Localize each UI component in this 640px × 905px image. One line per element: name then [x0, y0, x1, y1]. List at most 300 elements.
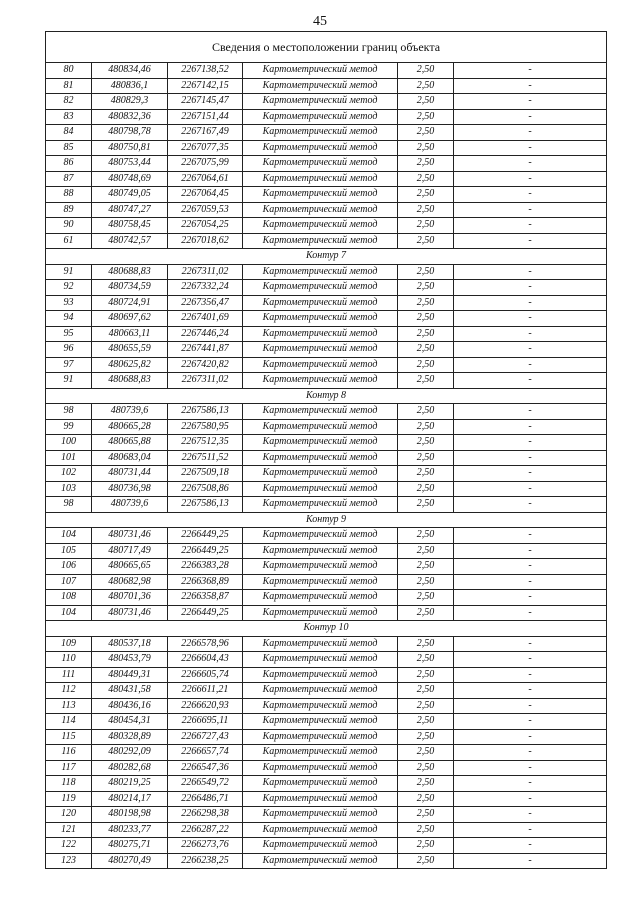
method-cell: Картометрический метод — [243, 218, 398, 234]
x-coordinate-cell: 480739,6 — [92, 404, 168, 420]
y-coordinate-cell: 2267586,13 — [168, 404, 243, 420]
x-coordinate-cell: 480292,09 — [92, 745, 168, 761]
method-cell: Картометрический метод — [243, 264, 398, 280]
description-cell: - — [454, 714, 607, 730]
x-coordinate-cell: 480198,98 — [92, 807, 168, 823]
method-cell: Картометрический метод — [243, 140, 398, 156]
method-cell: Картометрический метод — [243, 807, 398, 823]
y-coordinate-cell: 2266449,25 — [168, 528, 243, 544]
table-row — [46, 466, 607, 482]
y-coordinate-cell: 2267138,52 — [168, 63, 243, 79]
method-cell: Картометрический метод — [243, 311, 398, 327]
accuracy-cell: 2,50 — [398, 94, 454, 110]
method-cell: Картометрический метод — [243, 838, 398, 854]
method-cell: Картометрический метод — [243, 280, 398, 296]
x-coordinate-cell: 480682,98 — [92, 574, 168, 590]
boundary-table — [45, 31, 607, 869]
contour-header-row — [46, 621, 607, 637]
method-cell: Картометрический метод — [243, 559, 398, 575]
accuracy-cell: 2,50 — [398, 543, 454, 559]
description-cell: - — [454, 435, 607, 451]
description-cell: - — [454, 838, 607, 854]
y-coordinate-cell: 2267446,24 — [168, 326, 243, 342]
y-coordinate-cell: 2266611,21 — [168, 683, 243, 699]
y-coordinate-cell: 2266287,22 — [168, 822, 243, 838]
point-number-cell: 87 — [46, 171, 92, 187]
x-coordinate-cell: 480688,83 — [92, 373, 168, 389]
description-cell: - — [454, 466, 607, 482]
y-coordinate-cell: 2267401,69 — [168, 311, 243, 327]
description-cell: - — [454, 822, 607, 838]
table-row — [46, 450, 607, 466]
point-number-cell: 96 — [46, 342, 92, 358]
accuracy-cell: 2,50 — [398, 853, 454, 869]
description-cell: - — [454, 745, 607, 761]
y-coordinate-cell: 2267167,49 — [168, 125, 243, 141]
accuracy-cell: 2,50 — [398, 605, 454, 621]
table-row — [46, 481, 607, 497]
description-cell: - — [454, 202, 607, 218]
table-row — [46, 94, 607, 110]
description-cell: - — [454, 233, 607, 249]
method-cell: Картометрический метод — [243, 822, 398, 838]
table-row — [46, 605, 607, 621]
description-cell: - — [454, 729, 607, 745]
table-row — [46, 404, 607, 420]
table-row — [46, 729, 607, 745]
point-number-cell: 104 — [46, 605, 92, 621]
x-coordinate-cell: 480431,58 — [92, 683, 168, 699]
point-number-cell: 107 — [46, 574, 92, 590]
y-coordinate-cell: 2266238,25 — [168, 853, 243, 869]
method-cell: Картометрический метод — [243, 435, 398, 451]
method-cell: Картометрический метод — [243, 233, 398, 249]
accuracy-cell: 2,50 — [398, 233, 454, 249]
method-cell: Картометрический метод — [243, 326, 398, 342]
point-number-cell: 97 — [46, 357, 92, 373]
method-cell: Картометрический метод — [243, 636, 398, 652]
table-row — [46, 760, 607, 776]
page-number: 45 — [313, 14, 327, 29]
point-number-cell: 114 — [46, 714, 92, 730]
y-coordinate-cell: 2266727,43 — [168, 729, 243, 745]
method-cell: Картометрический метод — [243, 683, 398, 699]
y-coordinate-cell: 2267145,47 — [168, 94, 243, 110]
accuracy-cell: 2,50 — [398, 559, 454, 575]
x-coordinate-cell: 480753,44 — [92, 156, 168, 172]
accuracy-cell: 2,50 — [398, 698, 454, 714]
point-number-cell: 61 — [46, 233, 92, 249]
x-coordinate-cell: 480697,62 — [92, 311, 168, 327]
description-cell: - — [454, 450, 607, 466]
table-row — [46, 574, 607, 590]
description-cell: - — [454, 357, 607, 373]
point-number-cell: 119 — [46, 791, 92, 807]
description-cell: - — [454, 63, 607, 79]
table-row — [46, 838, 607, 854]
y-coordinate-cell: 2267441,87 — [168, 342, 243, 358]
contour-header-row — [46, 512, 607, 528]
accuracy-cell: 2,50 — [398, 745, 454, 761]
description-cell: - — [454, 528, 607, 544]
description-cell: - — [454, 295, 607, 311]
x-coordinate-cell: 480834,46 — [92, 63, 168, 79]
method-cell: Картометрический метод — [243, 78, 398, 94]
x-coordinate-cell: 480701,36 — [92, 590, 168, 606]
table-row — [46, 791, 607, 807]
method-cell: Картометрический метод — [243, 295, 398, 311]
point-number-cell: 111 — [46, 667, 92, 683]
table-row — [46, 218, 607, 234]
table-row — [46, 171, 607, 187]
accuracy-cell: 2,50 — [398, 729, 454, 745]
y-coordinate-cell: 2266657,74 — [168, 745, 243, 761]
y-coordinate-cell: 2267512,35 — [168, 435, 243, 451]
method-cell: Картометрический метод — [243, 652, 398, 668]
method-cell: Картометрический метод — [243, 497, 398, 513]
point-number-cell: 101 — [46, 450, 92, 466]
accuracy-cell: 2,50 — [398, 326, 454, 342]
description-cell: - — [454, 776, 607, 792]
description-cell: - — [454, 78, 607, 94]
point-number-cell: 121 — [46, 822, 92, 838]
x-coordinate-cell: 480219,25 — [92, 776, 168, 792]
x-coordinate-cell: 480731,46 — [92, 528, 168, 544]
description-cell: - — [454, 559, 607, 575]
y-coordinate-cell: 2266547,36 — [168, 760, 243, 776]
accuracy-cell: 2,50 — [398, 140, 454, 156]
point-number-cell: 122 — [46, 838, 92, 854]
point-number-cell: 91 — [46, 373, 92, 389]
x-coordinate-cell: 480717,49 — [92, 543, 168, 559]
table-row — [46, 698, 607, 714]
description-cell: - — [454, 94, 607, 110]
y-coordinate-cell: 2267311,02 — [168, 264, 243, 280]
accuracy-cell: 2,50 — [398, 822, 454, 838]
x-coordinate-cell: 480436,16 — [92, 698, 168, 714]
x-coordinate-cell: 480836,1 — [92, 78, 168, 94]
table-row — [46, 683, 607, 699]
point-number-cell: 110 — [46, 652, 92, 668]
x-coordinate-cell: 480688,83 — [92, 264, 168, 280]
description-cell: - — [454, 481, 607, 497]
x-coordinate-cell: 480665,28 — [92, 419, 168, 435]
description-cell: - — [454, 791, 607, 807]
description-cell: - — [454, 807, 607, 823]
accuracy-cell: 2,50 — [398, 466, 454, 482]
method-cell: Картометрический метод — [243, 202, 398, 218]
accuracy-cell: 2,50 — [398, 109, 454, 125]
method-cell: Картометрический метод — [243, 109, 398, 125]
accuracy-cell: 2,50 — [398, 636, 454, 652]
description-cell: - — [454, 264, 607, 280]
table-row — [46, 109, 607, 125]
x-coordinate-cell: 480665,88 — [92, 435, 168, 451]
description-cell: - — [454, 543, 607, 559]
table-row — [46, 652, 607, 668]
description-cell: - — [454, 326, 607, 342]
method-cell: Картометрический метод — [243, 667, 398, 683]
description-cell: - — [454, 760, 607, 776]
y-coordinate-cell: 2266383,28 — [168, 559, 243, 575]
x-coordinate-cell: 480655,59 — [92, 342, 168, 358]
method-cell: Картометрический метод — [243, 373, 398, 389]
point-number-cell: 85 — [46, 140, 92, 156]
point-number-cell: 118 — [46, 776, 92, 792]
x-coordinate-cell: 480282,68 — [92, 760, 168, 776]
accuracy-cell: 2,50 — [398, 838, 454, 854]
x-coordinate-cell: 480328,89 — [92, 729, 168, 745]
y-coordinate-cell: 2266358,87 — [168, 590, 243, 606]
x-coordinate-cell: 480724,91 — [92, 295, 168, 311]
x-coordinate-cell: 480747,27 — [92, 202, 168, 218]
accuracy-cell: 2,50 — [398, 807, 454, 823]
accuracy-cell: 2,50 — [398, 776, 454, 792]
method-cell: Картометрический метод — [243, 342, 398, 358]
point-number-cell: 109 — [46, 636, 92, 652]
method-cell: Картометрический метод — [243, 574, 398, 590]
table-row — [46, 435, 607, 451]
accuracy-cell: 2,50 — [398, 590, 454, 606]
point-number-cell: 95 — [46, 326, 92, 342]
accuracy-cell: 2,50 — [398, 187, 454, 203]
point-number-cell: 123 — [46, 853, 92, 869]
accuracy-cell: 2,50 — [398, 435, 454, 451]
method-cell: Картометрический метод — [243, 63, 398, 79]
table-title: Сведения о местоположении границ объекта — [46, 32, 607, 63]
table-row — [46, 373, 607, 389]
point-number-cell: 83 — [46, 109, 92, 125]
accuracy-cell: 2,50 — [398, 497, 454, 513]
y-coordinate-cell: 2266695,11 — [168, 714, 243, 730]
y-coordinate-cell: 2267075,99 — [168, 156, 243, 172]
accuracy-cell: 2,50 — [398, 171, 454, 187]
y-coordinate-cell: 2267077,35 — [168, 140, 243, 156]
description-cell: - — [454, 109, 607, 125]
y-coordinate-cell: 2266368,89 — [168, 574, 243, 590]
table-row — [46, 497, 607, 513]
point-number-cell: 106 — [46, 559, 92, 575]
y-coordinate-cell: 2266605,74 — [168, 667, 243, 683]
y-coordinate-cell: 2266486,71 — [168, 791, 243, 807]
description-cell: - — [454, 342, 607, 358]
x-coordinate-cell: 480734,59 — [92, 280, 168, 296]
description-cell: - — [454, 636, 607, 652]
method-cell: Картометрический метод — [243, 187, 398, 203]
description-cell: - — [454, 311, 607, 327]
method-cell: Картометрический метод — [243, 94, 398, 110]
x-coordinate-cell: 480275,71 — [92, 838, 168, 854]
point-number-cell: 102 — [46, 466, 92, 482]
description-cell: - — [454, 140, 607, 156]
method-cell: Картометрический метод — [243, 698, 398, 714]
point-number-cell: 80 — [46, 63, 92, 79]
point-number-cell: 93 — [46, 295, 92, 311]
y-coordinate-cell: 2267356,47 — [168, 295, 243, 311]
table-title-row — [46, 32, 607, 63]
description-cell: - — [454, 218, 607, 234]
accuracy-cell: 2,50 — [398, 683, 454, 699]
method-cell: Картометрический метод — [243, 590, 398, 606]
description-cell: - — [454, 590, 607, 606]
method-cell: Картометрический метод — [243, 404, 398, 420]
point-number-cell: 120 — [46, 807, 92, 823]
point-number-cell: 88 — [46, 187, 92, 203]
point-number-cell: 91 — [46, 264, 92, 280]
table-row — [46, 295, 607, 311]
x-coordinate-cell: 480750,81 — [92, 140, 168, 156]
description-cell: - — [454, 125, 607, 141]
table-row — [46, 807, 607, 823]
method-cell: Картометрический метод — [243, 729, 398, 745]
accuracy-cell: 2,50 — [398, 419, 454, 435]
y-coordinate-cell: 2266449,25 — [168, 605, 243, 621]
x-coordinate-cell: 480270,49 — [92, 853, 168, 869]
y-coordinate-cell: 2267511,52 — [168, 450, 243, 466]
table-row — [46, 419, 607, 435]
table-row — [46, 745, 607, 761]
x-coordinate-cell: 480798,78 — [92, 125, 168, 141]
description-cell: - — [454, 497, 607, 513]
method-cell: Картометрический метод — [243, 791, 398, 807]
method-cell: Картометрический метод — [243, 543, 398, 559]
accuracy-cell: 2,50 — [398, 156, 454, 172]
description-cell: - — [454, 187, 607, 203]
table-row — [46, 156, 607, 172]
x-coordinate-cell: 480748,69 — [92, 171, 168, 187]
point-number-cell: 99 — [46, 419, 92, 435]
method-cell: Картометрический метод — [243, 481, 398, 497]
table-row — [46, 853, 607, 869]
x-coordinate-cell: 480731,46 — [92, 605, 168, 621]
point-number-cell: 89 — [46, 202, 92, 218]
x-coordinate-cell: 480758,45 — [92, 218, 168, 234]
table-row — [46, 233, 607, 249]
accuracy-cell: 2,50 — [398, 264, 454, 280]
x-coordinate-cell: 480731,44 — [92, 466, 168, 482]
method-cell: Картометрический метод — [243, 605, 398, 621]
x-coordinate-cell: 480832,36 — [92, 109, 168, 125]
table-row — [46, 202, 607, 218]
point-number-cell: 92 — [46, 280, 92, 296]
point-number-cell: 113 — [46, 698, 92, 714]
accuracy-cell: 2,50 — [398, 78, 454, 94]
accuracy-cell: 2,50 — [398, 373, 454, 389]
accuracy-cell: 2,50 — [398, 450, 454, 466]
description-cell: - — [454, 156, 607, 172]
y-coordinate-cell: 2267142,15 — [168, 78, 243, 94]
method-cell: Картометрический метод — [243, 419, 398, 435]
y-coordinate-cell: 2266549,72 — [168, 776, 243, 792]
y-coordinate-cell: 2267064,61 — [168, 171, 243, 187]
x-coordinate-cell: 480454,31 — [92, 714, 168, 730]
contour-label: Контур 8 — [46, 388, 607, 404]
table-row — [46, 280, 607, 296]
point-number-cell: 98 — [46, 497, 92, 513]
accuracy-cell: 2,50 — [398, 280, 454, 296]
y-coordinate-cell: 2267586,13 — [168, 497, 243, 513]
point-number-cell: 84 — [46, 125, 92, 141]
y-coordinate-cell: 2266449,25 — [168, 543, 243, 559]
description-cell: - — [454, 373, 607, 389]
method-cell: Картометрический метод — [243, 171, 398, 187]
accuracy-cell: 2,50 — [398, 667, 454, 683]
point-number-cell: 117 — [46, 760, 92, 776]
description-cell: - — [454, 404, 607, 420]
accuracy-cell: 2,50 — [398, 311, 454, 327]
y-coordinate-cell: 2267151,44 — [168, 109, 243, 125]
point-number-cell: 103 — [46, 481, 92, 497]
x-coordinate-cell: 480233,77 — [92, 822, 168, 838]
x-coordinate-cell: 480739,6 — [92, 497, 168, 513]
description-cell: - — [454, 698, 607, 714]
y-coordinate-cell: 2267508,86 — [168, 481, 243, 497]
method-cell: Картометрический метод — [243, 466, 398, 482]
table-row — [46, 311, 607, 327]
y-coordinate-cell: 2267054,25 — [168, 218, 243, 234]
table-row — [46, 187, 607, 203]
point-number-cell: 112 — [46, 683, 92, 699]
table-row — [46, 559, 607, 575]
accuracy-cell: 2,50 — [398, 125, 454, 141]
method-cell: Картометрический метод — [243, 745, 398, 761]
y-coordinate-cell: 2267509,18 — [168, 466, 243, 482]
x-coordinate-cell: 480749,05 — [92, 187, 168, 203]
table-row — [46, 326, 607, 342]
y-coordinate-cell: 2266273,76 — [168, 838, 243, 854]
table-row — [46, 776, 607, 792]
point-number-cell: 94 — [46, 311, 92, 327]
table-row — [46, 714, 607, 730]
accuracy-cell: 2,50 — [398, 357, 454, 373]
y-coordinate-cell: 2266620,93 — [168, 698, 243, 714]
contour-label: Контур 10 — [46, 621, 607, 637]
accuracy-cell: 2,50 — [398, 574, 454, 590]
point-number-cell: 115 — [46, 729, 92, 745]
description-cell: - — [454, 683, 607, 699]
point-number-cell: 98 — [46, 404, 92, 420]
point-number-cell: 108 — [46, 590, 92, 606]
table-row — [46, 63, 607, 79]
accuracy-cell: 2,50 — [398, 652, 454, 668]
description-cell: - — [454, 419, 607, 435]
y-coordinate-cell: 2267064,45 — [168, 187, 243, 203]
y-coordinate-cell: 2267311,02 — [168, 373, 243, 389]
accuracy-cell: 2,50 — [398, 202, 454, 218]
point-number-cell: 104 — [46, 528, 92, 544]
method-cell: Картометрический метод — [243, 714, 398, 730]
method-cell: Картометрический метод — [243, 853, 398, 869]
point-number-cell: 116 — [46, 745, 92, 761]
x-coordinate-cell: 480453,79 — [92, 652, 168, 668]
accuracy-cell: 2,50 — [398, 714, 454, 730]
accuracy-cell: 2,50 — [398, 760, 454, 776]
table-row — [46, 590, 607, 606]
table-row — [46, 528, 607, 544]
point-number-cell: 105 — [46, 543, 92, 559]
accuracy-cell: 2,50 — [398, 481, 454, 497]
table-row — [46, 342, 607, 358]
y-coordinate-cell: 2266578,96 — [168, 636, 243, 652]
x-coordinate-cell: 480537,18 — [92, 636, 168, 652]
table-row — [46, 125, 607, 141]
point-number-cell: 90 — [46, 218, 92, 234]
method-cell: Картометрический метод — [243, 125, 398, 141]
x-coordinate-cell: 480449,31 — [92, 667, 168, 683]
description-cell: - — [454, 605, 607, 621]
description-cell: - — [454, 667, 607, 683]
x-coordinate-cell: 480829,3 — [92, 94, 168, 110]
